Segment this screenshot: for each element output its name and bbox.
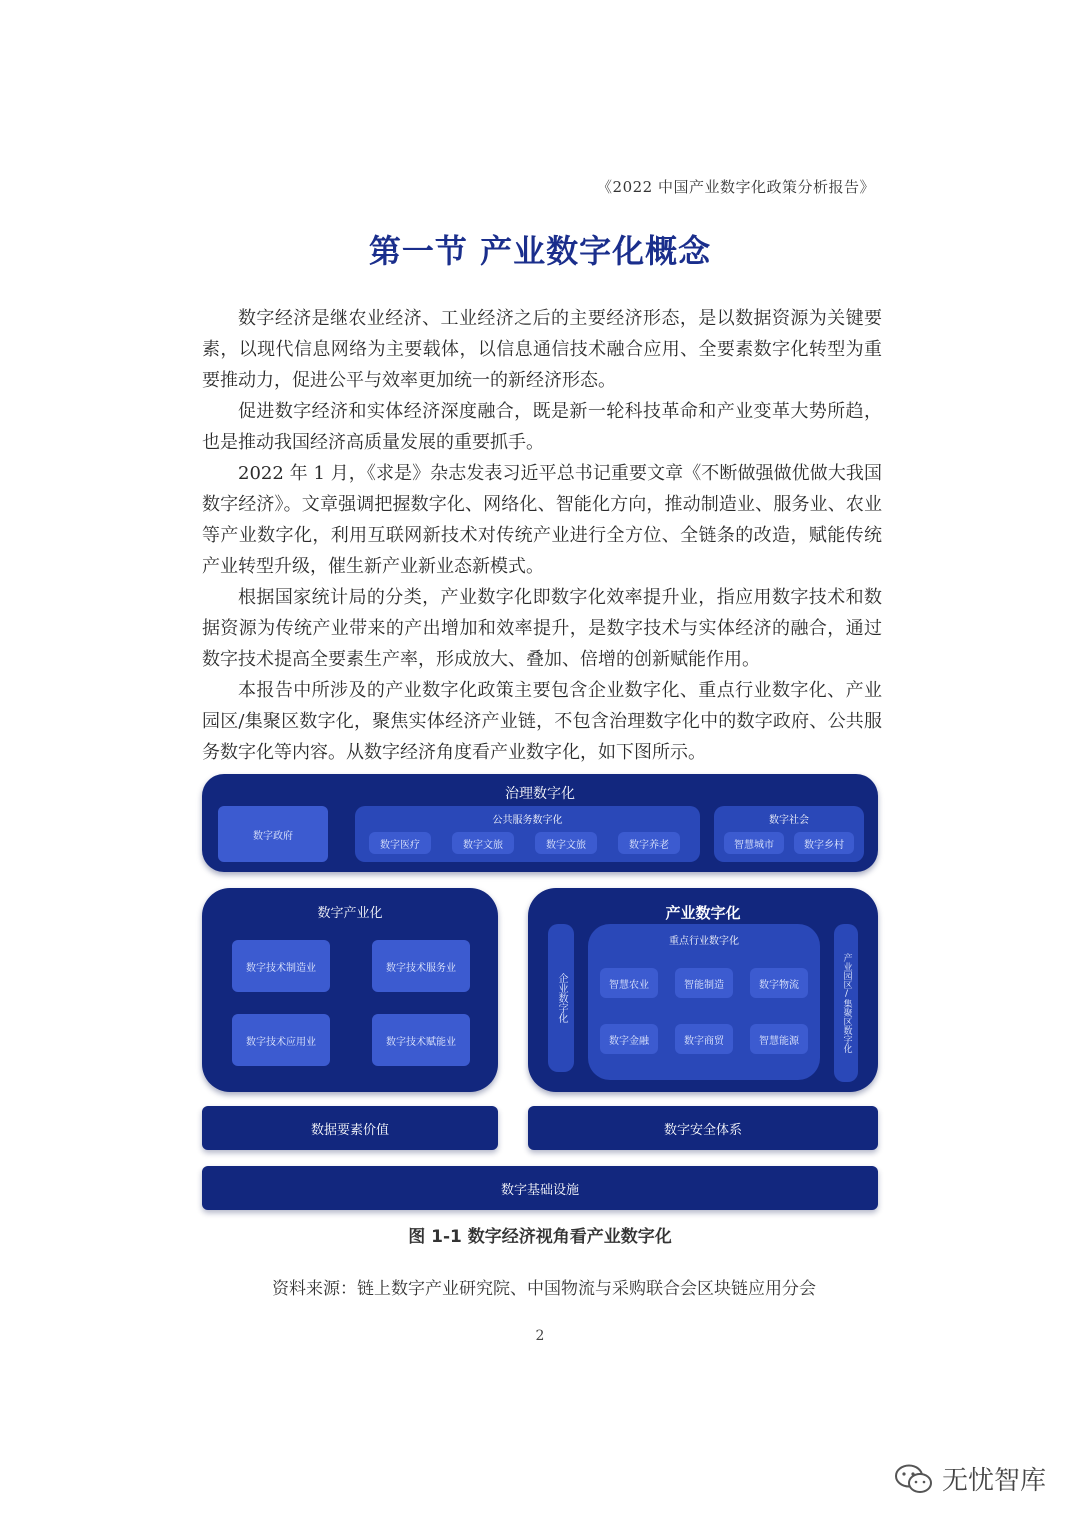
key-industry-item: 智慧农业	[600, 968, 658, 998]
body-text	[202, 303, 882, 768]
digital-industry-title: 数字产业化	[317, 906, 383, 921]
industry-digital-block	[528, 888, 878, 1092]
key-industry-item: 数字金融	[600, 1024, 658, 1054]
key-industry-item: 数字商贸	[675, 1024, 733, 1054]
public-service-item: 数字医疗	[369, 832, 431, 854]
paragraph-1: 数字经济是继农业经济、工业经济之后的主要经济形态，是以数据资源为关键要素，以现代信息网络为主要载体，以信息通信技术融合应用、全要素数字化转型为重要推动力，促进公平与效率更加统一的新经济形态。	[202, 308, 882, 391]
paragraph-5: 本报告中所涉及的产业数字化政策主要包含企业数字化、重点行业数字化、产业园区/集聚区数字化，聚焦实体经济产业链，不包含治理数字化中的数字政府、公共服务数字化等内容。从数字经济角度看产业数字化，如下图所示。	[202, 680, 882, 763]
page-number: 2	[535, 1328, 545, 1344]
wechat-icon	[894, 1463, 934, 1495]
key-industry-item: 数字物流	[750, 968, 808, 998]
section-title: 第一节 产业数字化概念	[368, 232, 712, 270]
industry-digital-title: 产业数字化	[665, 904, 741, 922]
public-service-title: 公共服务数字化	[492, 815, 563, 826]
key-industry-item: 智慧能源	[750, 1024, 808, 1054]
infrastructure-bar: 数字基础设施	[202, 1166, 878, 1210]
digital-industry-item: 数字技术赋能业	[372, 1014, 470, 1066]
report-reference: 《2022 中国产业数字化政策分析报告》	[597, 178, 875, 196]
public-service-item: 数字养老	[618, 832, 680, 854]
digital-society-block	[714, 806, 864, 862]
digital-society-item: 数字乡村	[794, 832, 854, 854]
paragraph-2: 促进数字经济和实体经济深度融合，既是新一轮科技革命和产业变革大势所趋，也是推动我国经济高质量发展的重要抓手。	[202, 401, 882, 453]
governance-title: 治理数字化	[505, 786, 575, 802]
key-industry-item: 智能制造	[675, 968, 733, 998]
figure-caption: 图 1-1 数字经济视角看产业数字化	[408, 1227, 672, 1247]
public-service-item: 数字文旅	[452, 832, 514, 854]
brand-name: 无忧智库	[941, 1466, 1046, 1496]
digital-society-title: 数字社会	[769, 815, 809, 826]
governance-block	[202, 774, 878, 872]
key-industry-block	[588, 924, 820, 1080]
key-industry-title: 重点行业数字化	[669, 936, 739, 947]
gov-chip: 数字政府	[218, 806, 328, 862]
digital-economy-diagram	[202, 774, 878, 1210]
park-digital-chip: 产业园区/集聚区数字化	[834, 924, 858, 1082]
digital-industry-item: 数字技术应用业	[232, 1014, 330, 1066]
digital-industry-item: 数字技术制造业	[232, 940, 330, 992]
digital-industry-block	[202, 888, 498, 1092]
security-bar: 数字安全体系	[528, 1106, 878, 1150]
paragraph-3: 2022 年 1 月，《求是》杂志发表习近平总书记重要文章《不断做强做优做大我国数字经济》。文章强调把握数字化、网络化、智能化方向，推动制造业、服务业、农业等产业数字化，利用互联网新技术对传统产业进行全方位、全链条的改造，赋能传统产业转型升级，催生新产业新业态新模式。	[202, 463, 882, 577]
brand-watermark	[894, 1460, 1046, 1497]
figure-source: 资料来源：链上数字产业研究院、中国物流与采购联合会区块链应用分会	[272, 1279, 816, 1299]
public-service-item: 数字文旅	[535, 832, 597, 854]
digital-society-item: 智慧城市	[724, 832, 784, 854]
digital-industry-item: 数字技术服务业	[372, 940, 470, 992]
public-service-block	[355, 806, 700, 862]
paragraph-4: 根据国家统计局的分类，产业数字化即数字化效率提升业，指应用数字技术和数据资源为传统产业带来的产出增加和效率提升，是数字技术与实体经济的融合，通过数字技术提高全要素生产率，形成放大、叠加、倍增的创新赋能作用。	[202, 587, 882, 670]
enterprise-digital-chip: 企业数字化	[548, 924, 574, 1072]
data-value-bar: 数据要素价值	[202, 1106, 498, 1150]
